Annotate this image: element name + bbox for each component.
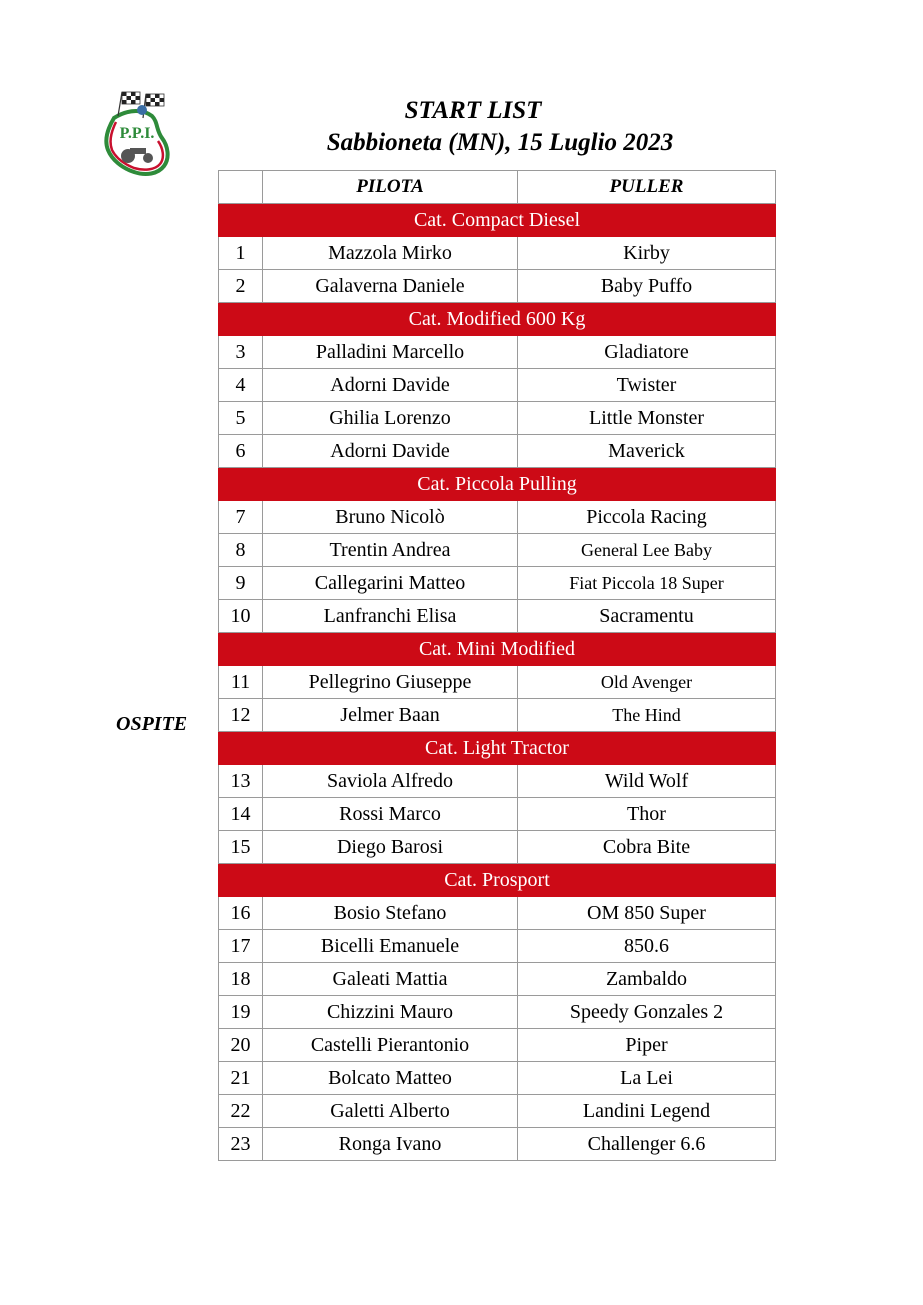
pilot-name: Bosio Stefano bbox=[263, 897, 518, 930]
pilot-name: Diego Barosi bbox=[263, 831, 518, 864]
puller-name: Gladiatore bbox=[518, 336, 776, 369]
pilot-name: Chizzini Mauro bbox=[263, 996, 518, 1029]
puller-name: Zambaldo bbox=[518, 963, 776, 996]
category-label: Cat. Prosport bbox=[219, 864, 776, 897]
category-row bbox=[219, 303, 776, 336]
start-list-table bbox=[218, 170, 776, 1161]
table-row bbox=[219, 1062, 776, 1095]
table-row bbox=[219, 600, 776, 633]
column-header-puller: PULLER bbox=[518, 171, 776, 204]
pilot-name: Ronga Ivano bbox=[263, 1128, 518, 1161]
start-number: 17 bbox=[219, 930, 263, 963]
start-number: 6 bbox=[219, 435, 263, 468]
column-header-number bbox=[219, 171, 263, 204]
puller-name: Sacramentu bbox=[518, 600, 776, 633]
table-row bbox=[219, 567, 776, 600]
puller-name: Twister bbox=[518, 369, 776, 402]
table-row bbox=[219, 798, 776, 831]
pilot-name: Lanfranchi Elisa bbox=[263, 600, 518, 633]
category-row bbox=[219, 204, 776, 237]
start-number: 5 bbox=[219, 402, 263, 435]
puller-name: Fiat Piccola 18 Super bbox=[518, 567, 776, 600]
start-number: 7 bbox=[219, 501, 263, 534]
start-number: 15 bbox=[219, 831, 263, 864]
table-row bbox=[219, 534, 776, 567]
table-row bbox=[219, 666, 776, 699]
category-label: Cat. Light Tractor bbox=[219, 732, 776, 765]
table-row bbox=[219, 1029, 776, 1062]
logo-text: P.P.I. bbox=[119, 125, 155, 142]
start-number: 21 bbox=[219, 1062, 263, 1095]
puller-name: Kirby bbox=[518, 237, 776, 270]
category-label: Cat. Piccola Pulling bbox=[219, 468, 776, 501]
category-label: Cat. Compact Diesel bbox=[219, 204, 776, 237]
pilot-name: Mazzola Mirko bbox=[263, 237, 518, 270]
puller-name: Challenger 6.6 bbox=[518, 1128, 776, 1161]
pilot-name: Saviola Alfredo bbox=[263, 765, 518, 798]
table-row bbox=[219, 897, 776, 930]
start-number: 22 bbox=[219, 1095, 263, 1128]
pilot-name: Ghilia Lorenzo bbox=[263, 402, 518, 435]
start-number: 23 bbox=[219, 1128, 263, 1161]
puller-name: Landini Legend bbox=[518, 1095, 776, 1128]
start-number: 12 bbox=[219, 699, 263, 732]
table-row bbox=[219, 402, 776, 435]
start-number: 8 bbox=[219, 534, 263, 567]
header-row bbox=[219, 171, 776, 204]
category-row bbox=[219, 468, 776, 501]
start-number: 9 bbox=[219, 567, 263, 600]
puller-name: Little Monster bbox=[518, 402, 776, 435]
pilot-name: Pellegrino Giuseppe bbox=[263, 666, 518, 699]
table-row bbox=[219, 996, 776, 1029]
puller-name: Piper bbox=[518, 1029, 776, 1062]
category-label: Cat. Mini Modified bbox=[219, 633, 776, 666]
pilot-name: Galaverna Daniele bbox=[263, 270, 518, 303]
table-row bbox=[219, 963, 776, 996]
puller-name: Wild Wolf bbox=[518, 765, 776, 798]
category-row bbox=[219, 633, 776, 666]
guest-label: OSPITE bbox=[116, 713, 188, 735]
puller-name: Speedy Gonzales 2 bbox=[518, 996, 776, 1029]
puller-name: 850.6 bbox=[518, 930, 776, 963]
table-row bbox=[219, 435, 776, 468]
pilot-name: Galetti Alberto bbox=[263, 1095, 518, 1128]
pilot-name: Adorni Davide bbox=[263, 435, 518, 468]
pilot-name: Bicelli Emanuele bbox=[263, 930, 518, 963]
start-number: 18 bbox=[219, 963, 263, 996]
pilot-name: Trentin Andrea bbox=[263, 534, 518, 567]
start-number: 4 bbox=[219, 369, 263, 402]
puller-name: Cobra Bite bbox=[518, 831, 776, 864]
start-number: 10 bbox=[219, 600, 263, 633]
table-row bbox=[219, 369, 776, 402]
puller-name: Maverick bbox=[518, 435, 776, 468]
table-row bbox=[219, 1128, 776, 1161]
pilot-name: Adorni Davide bbox=[263, 369, 518, 402]
category-row bbox=[219, 864, 776, 897]
puller-name: The Hind bbox=[518, 699, 776, 732]
table-row bbox=[219, 501, 776, 534]
column-header-pilota: PILOTA bbox=[263, 171, 518, 204]
start-number: 1 bbox=[219, 237, 263, 270]
table-row bbox=[219, 237, 776, 270]
page-title: START LIST bbox=[404, 97, 542, 124]
table-row bbox=[219, 336, 776, 369]
table-row bbox=[219, 699, 776, 732]
table-row bbox=[219, 1095, 776, 1128]
start-number: 13 bbox=[219, 765, 263, 798]
pilot-name: Bolcato Matteo bbox=[263, 1062, 518, 1095]
start-number: 2 bbox=[219, 270, 263, 303]
start-number: 14 bbox=[219, 798, 263, 831]
category-row bbox=[219, 732, 776, 765]
start-number: 19 bbox=[219, 996, 263, 1029]
pilot-name: Rossi Marco bbox=[263, 798, 518, 831]
pilot-name: Jelmer Baan bbox=[263, 699, 518, 732]
puller-name: Baby Puffo bbox=[518, 270, 776, 303]
start-number: 16 bbox=[219, 897, 263, 930]
pilot-name: Castelli Pierantonio bbox=[263, 1029, 518, 1062]
table-row bbox=[219, 831, 776, 864]
start-number: 11 bbox=[219, 666, 263, 699]
puller-name: Thor bbox=[518, 798, 776, 831]
puller-name: Piccola Racing bbox=[518, 501, 776, 534]
category-label: Cat. Modified 600 Kg bbox=[219, 303, 776, 336]
start-number: 20 bbox=[219, 1029, 263, 1062]
pilot-name: Galeati Mattia bbox=[263, 963, 518, 996]
puller-name: OM 850 Super bbox=[518, 897, 776, 930]
puller-name: Old Avenger bbox=[518, 666, 776, 699]
table-row bbox=[219, 930, 776, 963]
pilot-name: Bruno Nicolò bbox=[263, 501, 518, 534]
puller-name: General Lee Baby bbox=[518, 534, 776, 567]
pilot-name: Callegarini Matteo bbox=[263, 567, 518, 600]
start-number: 3 bbox=[219, 336, 263, 369]
puller-name: La Lei bbox=[518, 1062, 776, 1095]
table-row bbox=[219, 270, 776, 303]
page-subtitle: Sabbioneta (MN), 15 Luglio 2023 bbox=[326, 129, 674, 156]
table-row bbox=[219, 765, 776, 798]
pilot-name: Palladini Marcello bbox=[263, 336, 518, 369]
